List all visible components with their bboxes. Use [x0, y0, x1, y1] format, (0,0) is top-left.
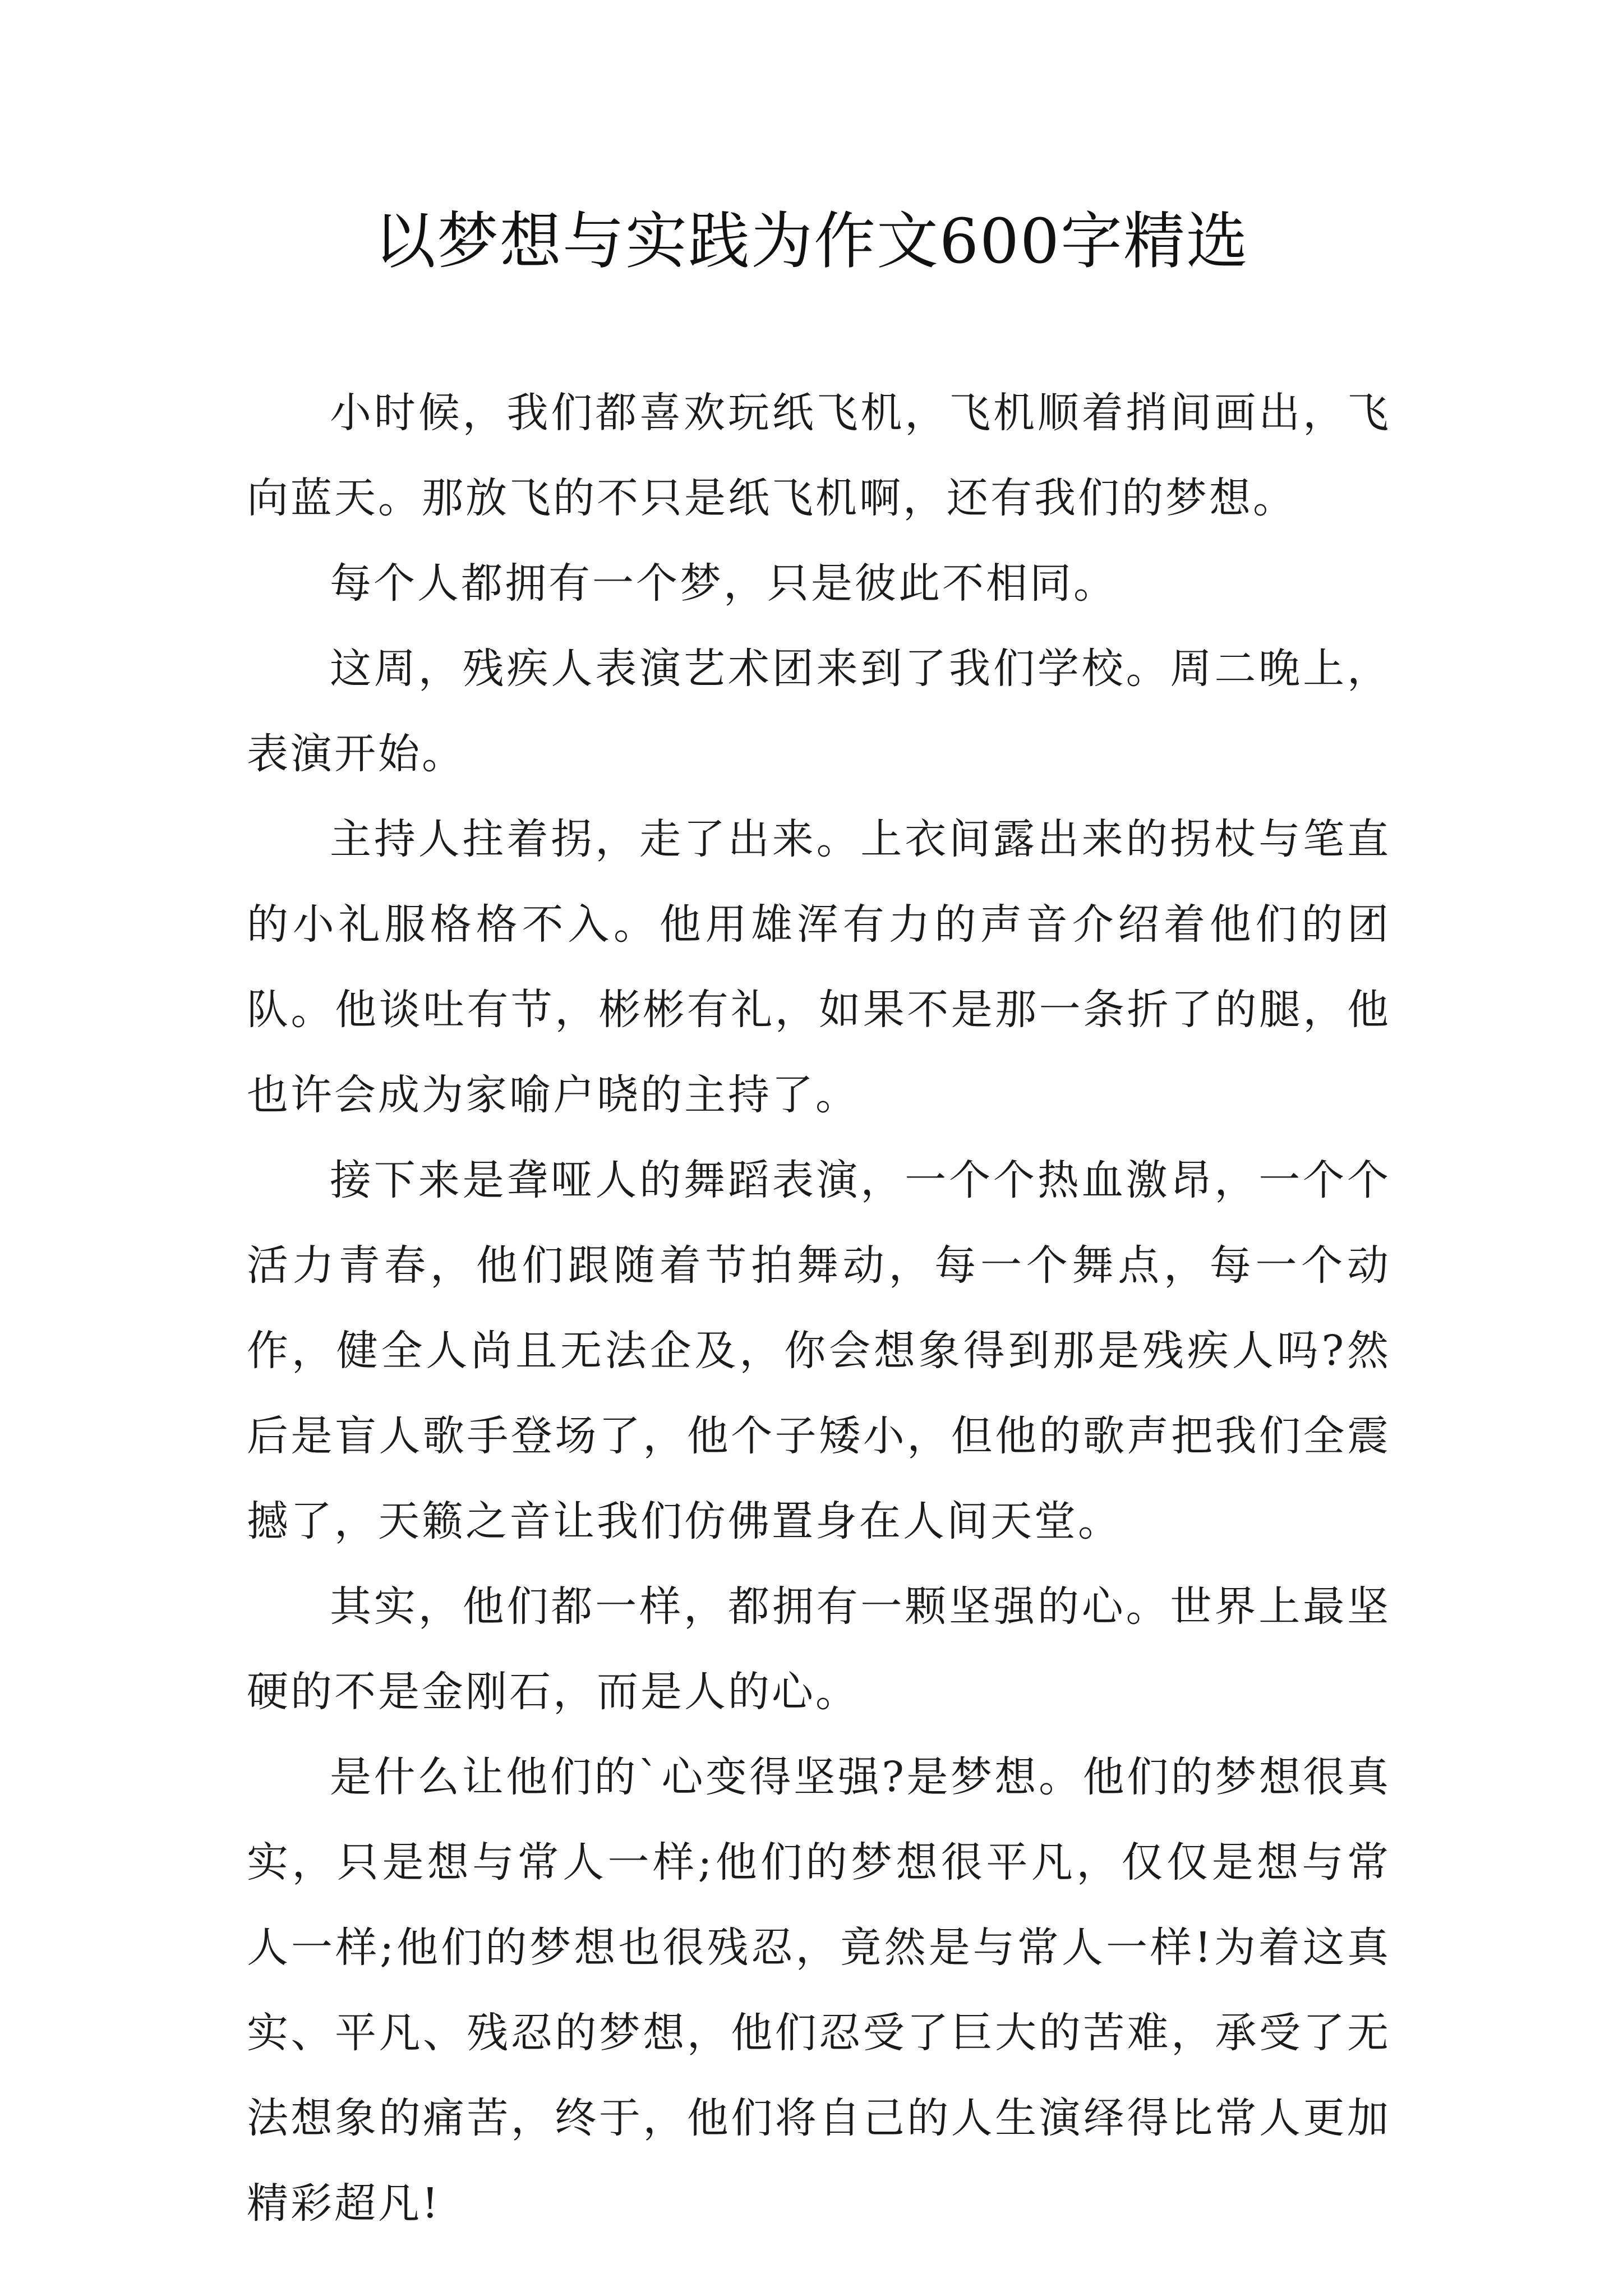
paragraph: 主持人拄着拐，走了出来。上衣间露出来的拐杖与笔直的小礼服格格不入。他用雄浑有力的声音介绍着他们的团队。他谈吐有节，彬彬有礼，如果不是那一条折了的腿，他也许会成为家喻户晓的主持了。 [247, 815, 1391, 1119]
paragraph: 接下来是聋哑人的舞蹈表演，一个个热血激昂，一个个活力青春，他们跟随着节拍舞动，每一个舞点，每一个动作，健全人尚且无法企及，你会想象得到那是残疾人吗?然后是盲人歌手登场了，他个子矮小，但他的歌声把我们全震撼了，天籁之音让我们仿佛置身在人间天堂。 [247, 1156, 1391, 1545]
paragraph: 这周，残疾人表演艺术团来到了我们学校。周二晚上，表演开始。 [247, 645, 1391, 778]
essay-body [247, 370, 1391, 2246]
paragraph: 其实，他们都一样，都拥有一颗坚强的心。世界上最坚硬的不是金刚石，而是人的心。 [247, 1582, 1391, 1716]
paragraph: 是什么让他们的`心变得坚强?是梦想。他们的梦想很真实，只是想与常人一样;他们的梦想很平凡，仅仅是想与常人一样;他们的梦想也很残忍，竟然是与常人一样!为着这真实、平凡、残忍的梦想，他们忍受了巨大的苦难，承受了无法想象的痛苦，终于，他们将自己的人生演绎得比常人更加精彩超凡! [247, 1753, 1391, 2228]
page-title: 以梦想与实践为作文600字精选 [374, 205, 1249, 277]
paragraph: 每个人都拥有一个梦，只是彼此不相同。 [330, 559, 1117, 608]
paragraph: 小时候，我们都喜欢玩纸飞机，飞机顺着捎间画出，飞向蓝天。那放飞的不只是纸飞机啊，还有我们的梦想。 [247, 389, 1391, 522]
